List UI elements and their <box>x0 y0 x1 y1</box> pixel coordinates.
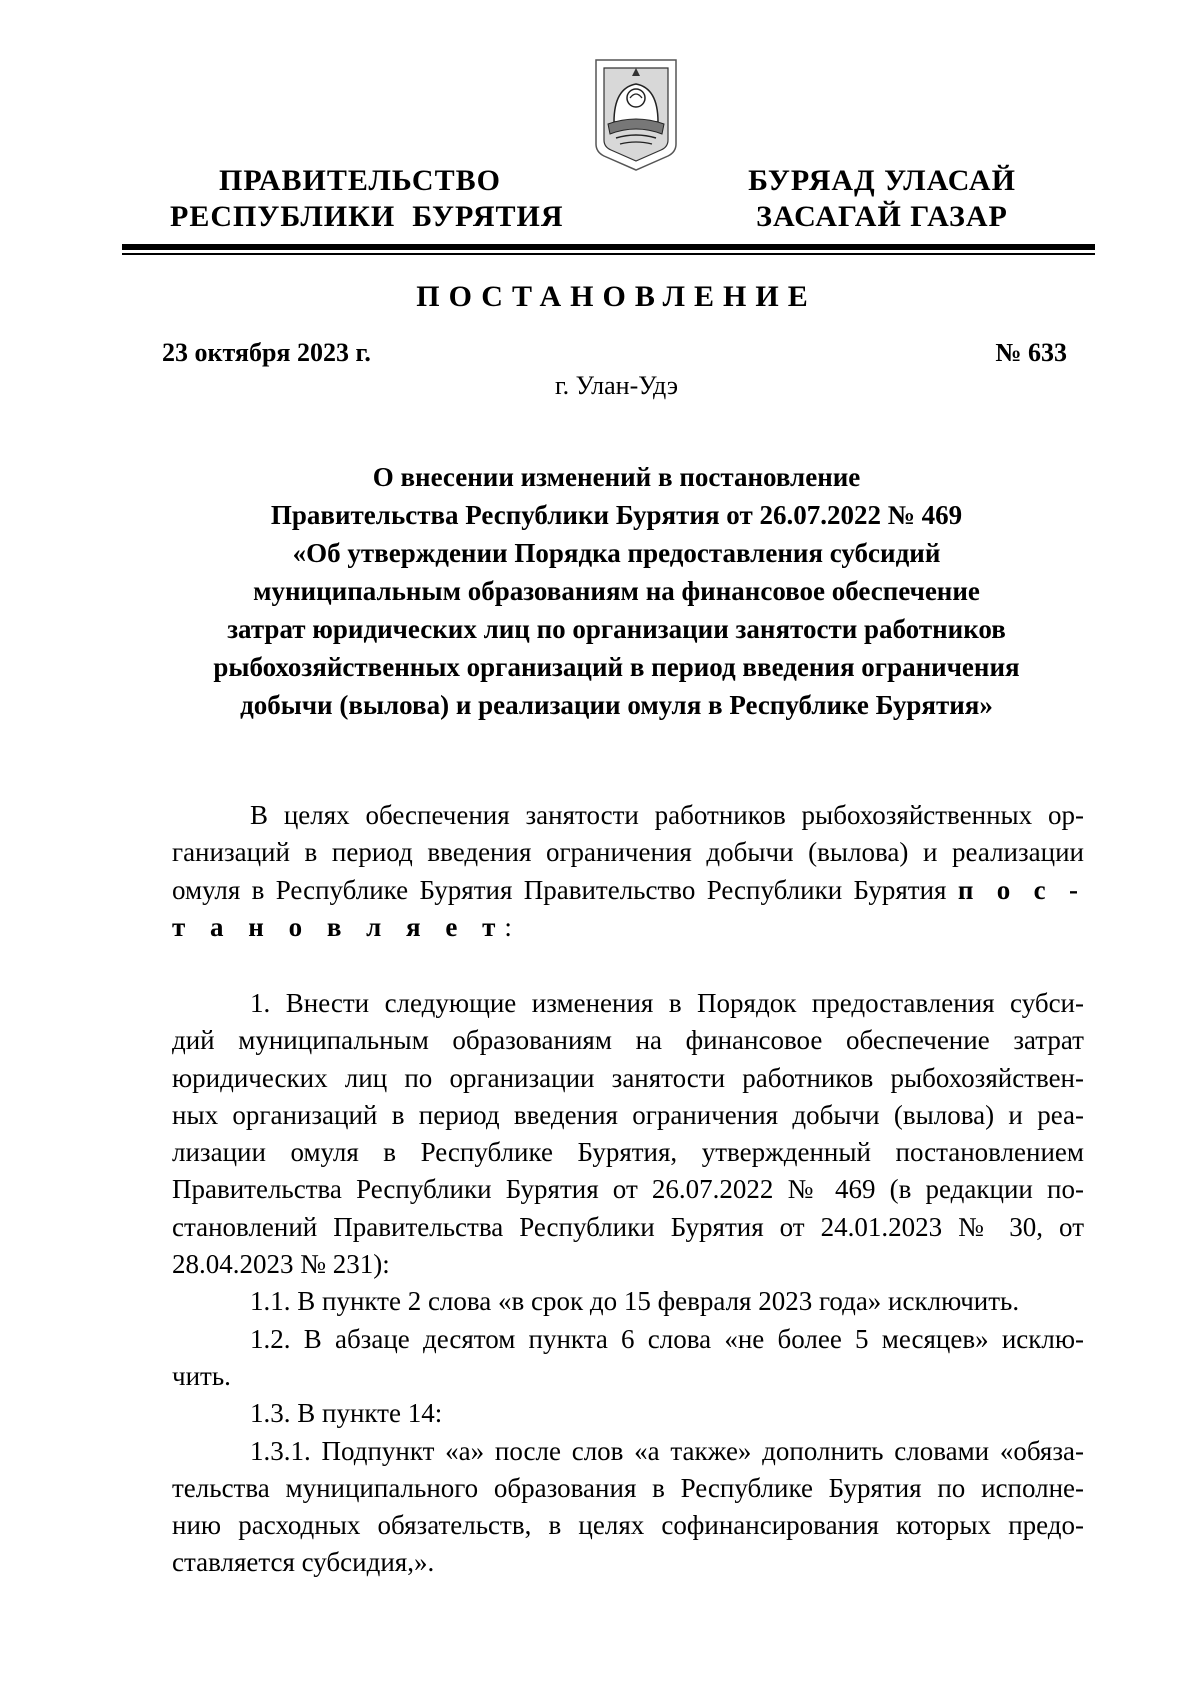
item-1-paragraph <box>172 985 1084 1582</box>
item-1-line: Правительства Республики Бурятия от 26.07.2022 № 469 (в редакции по- <box>172 1174 1084 1205</box>
preamble-line: ганизаций в период введения ограничения добычи (вылова) и реализации <box>172 837 1084 868</box>
subject-line: Правительства Республики Бурятия от 26.07.2022 № 469 <box>270 500 963 530</box>
document-city: г. Улан-Удэ <box>554 371 679 400</box>
header-left-line1: ПРАВИТЕЛЬСТВО <box>219 164 501 197</box>
document-number: № 633 <box>995 338 1067 367</box>
header-right-line1: БУРЯАД УЛАСАЙ <box>748 164 1016 197</box>
item-1-line: юридических лиц по организации занятости работников рыбохозяйствен- <box>172 1062 1084 1093</box>
header-left-line2: РЕСПУБЛИКИ БУРЯТИЯ <box>170 200 564 233</box>
item-1-1: 1.1. В пункте 2 слова «в срок до 15 февраля 2023 года» исключить. <box>250 1286 1020 1317</box>
document-date: 23 октября 2023 г. <box>162 338 371 367</box>
item-1-3-1-line: тельства муниципального образования в Республике Бурятия по исполне- <box>172 1472 1084 1503</box>
subject-line: рыбохозяйственных организаций в период введения ограничения <box>213 652 1020 682</box>
item-1-2-line: чить. <box>172 1360 231 1391</box>
subject-line: муниципальным образованиям на финансовое обеспечение <box>253 576 980 606</box>
item-1-line: 1. Внести следующие изменения в Порядок предоставления субси- <box>250 988 1084 1018</box>
item-1-3-1-line: нию расходных обязательств, в целях софинансирования которых предо- <box>172 1510 1084 1541</box>
header-left-title <box>170 163 564 235</box>
subject-line: О внесении изменений в постановление <box>372 462 861 492</box>
subject-line: добычи (вылова) и реализации омуля в Республике Бурятия» <box>240 690 993 720</box>
document-subject <box>150 458 1083 724</box>
item-1-2-line: 1.2. В абзаце десятом пункта 6 слова «не более 5 месяцев» исклю- <box>250 1323 1084 1354</box>
document-type-title: ПОСТАНОВЛЕНИЕ <box>416 280 817 313</box>
item-1-3: 1.3. В пункте 14: <box>250 1398 443 1429</box>
item-1-line: становлений Правительства Республики Бурятия от 24.01.2023 № 30, от <box>172 1211 1084 1242</box>
header-right-line2: ЗАСАГАЙ ГАЗАР <box>756 200 1008 233</box>
subject-line: затрат юридических лиц по организации занятости работников <box>227 614 1006 644</box>
preamble-decree-word-part2: т а н о в л я е т <box>172 911 505 942</box>
preamble-paragraph <box>172 797 1084 946</box>
preamble-decree-word-part1: п о с - <box>957 874 1084 905</box>
header-divider-thick <box>122 244 1095 250</box>
item-1-3-1-line: ставляется субсидия,». <box>172 1547 435 1578</box>
preamble-line <box>172 872 1084 909</box>
coat-of-arms-icon <box>586 52 686 172</box>
item-1-line: лизации омуля в Республике Бурятия, утвержденный постановлением <box>172 1137 1084 1168</box>
item-1-line: дий муниципальным образованиям на финансовое обеспечение затрат <box>172 1025 1084 1056</box>
preamble-text: омуля в Республике Бурятия Правительство Республики Бурятия <box>172 874 947 905</box>
item-1-line: ных организаций в период введения ограничения добычи (вылова) и реа- <box>172 1099 1084 1130</box>
subject-line: «Об утверждении Порядка предоставления субсидий <box>292 538 941 568</box>
preamble-line: В целях обеспечения занятости работников рыбохозяйственных ор- <box>250 800 1084 830</box>
item-1-3-1-line: 1.3.1. Подпункт «а» после слов «а также» дополнить словами «обяза- <box>250 1435 1084 1466</box>
item-1-line: 28.04.2023 № 231): <box>172 1249 390 1280</box>
preamble-colon: : <box>504 911 512 942</box>
header-right-title <box>732 163 1032 235</box>
header-divider-thin <box>122 253 1095 255</box>
preamble-line <box>172 909 1084 946</box>
